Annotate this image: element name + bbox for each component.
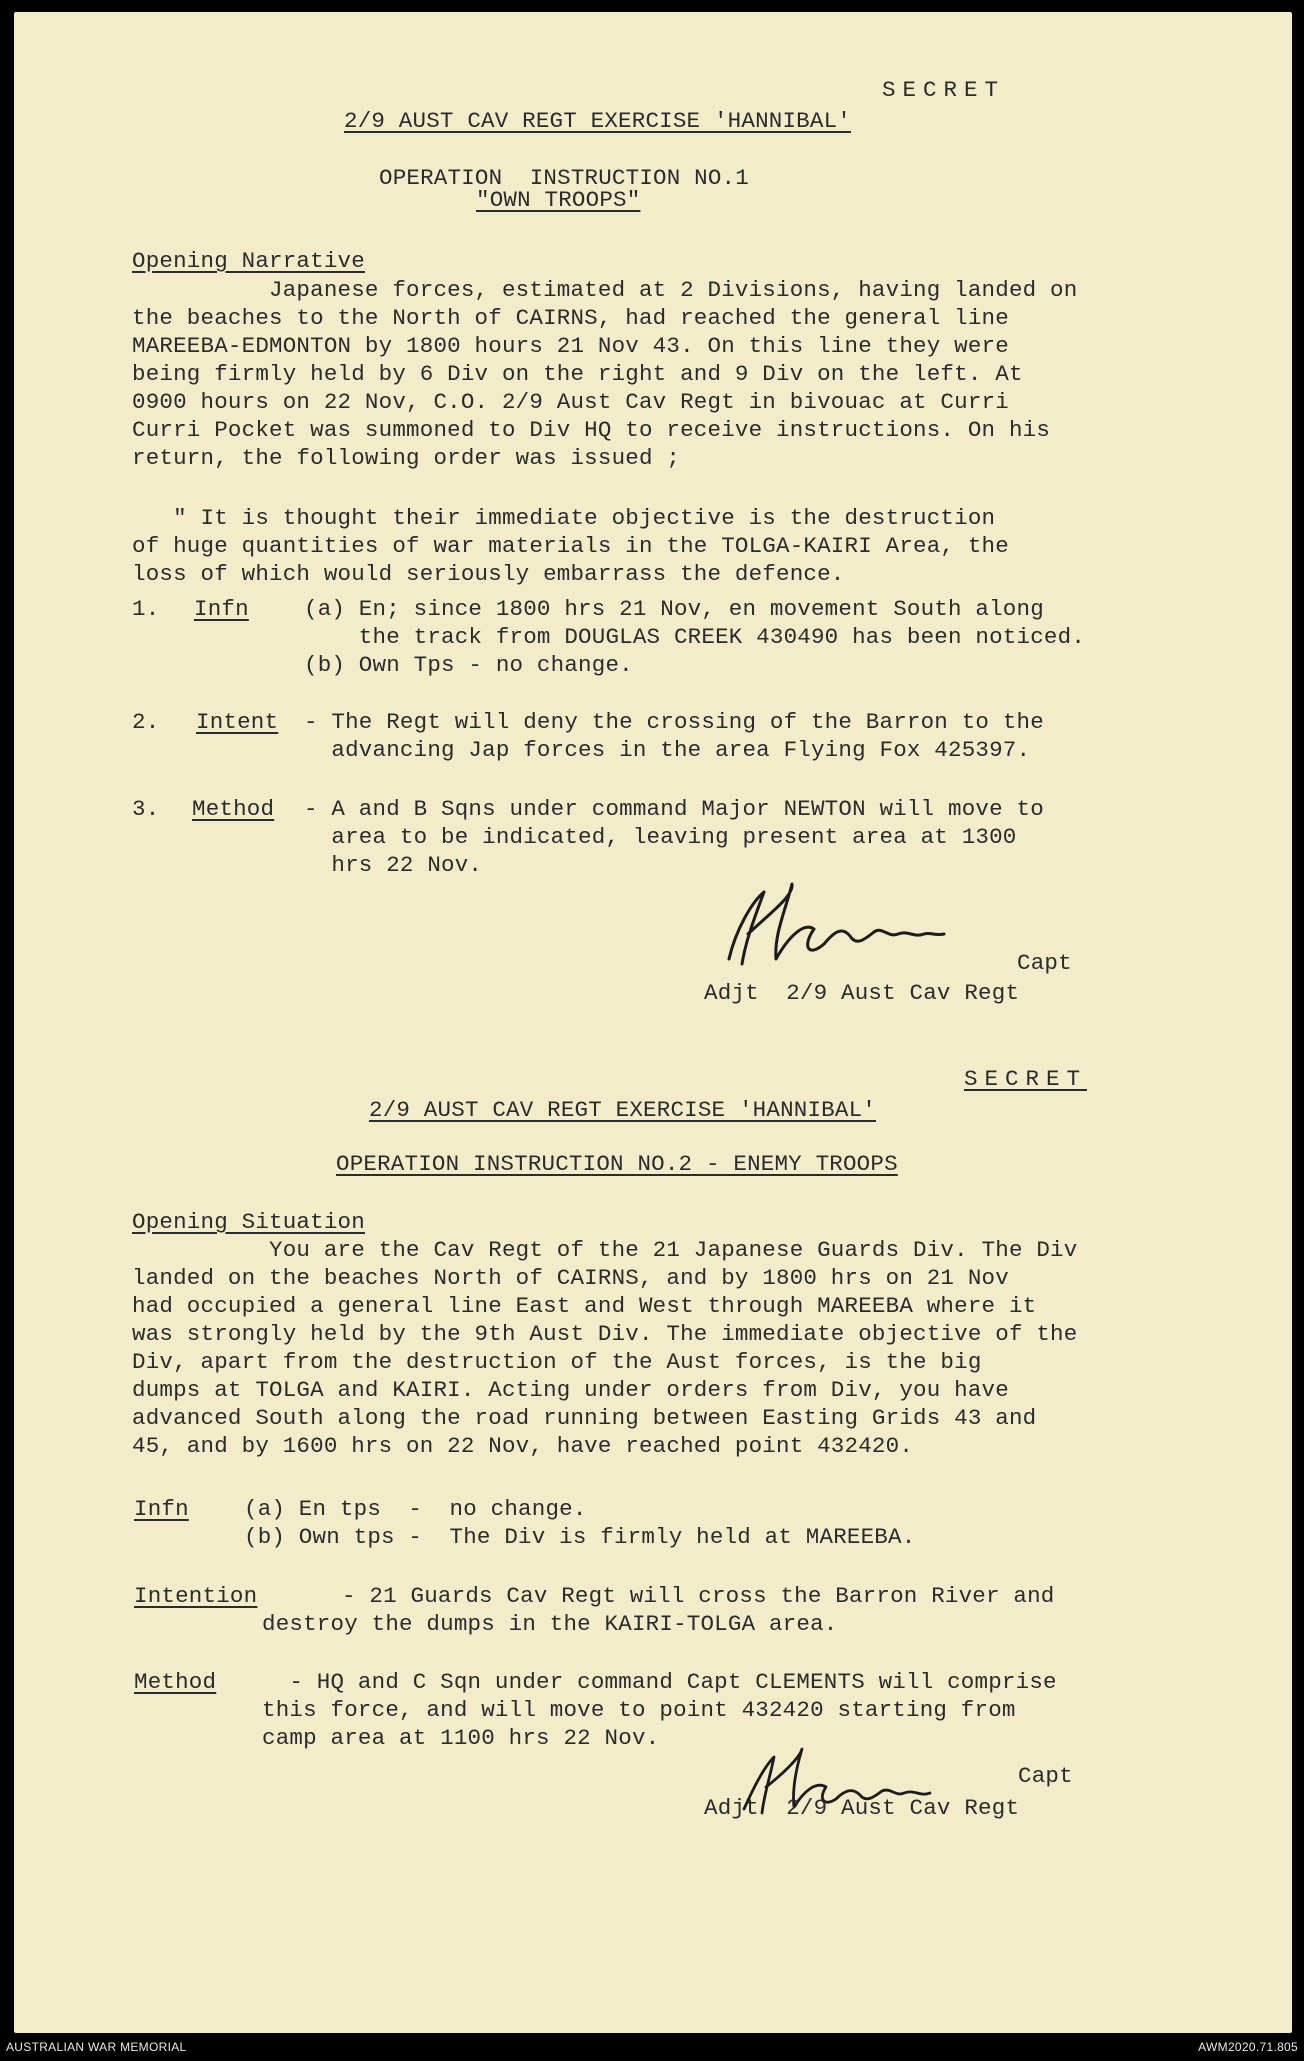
method-label: Method [134, 1669, 217, 1695]
item-line: the track from DOUGLAS CREEK 430490 has been noticed. [304, 624, 1086, 650]
narrative-line: 0900 hours on 22 Nov, C.O. 2/9 Aust Cav Regt in bivouac at Curri [132, 389, 1009, 415]
situation-heading: Opening Situation [132, 1209, 365, 1235]
situation-paragraph [132, 1236, 1077, 1460]
classification-secret-2: SECRET [964, 1066, 1088, 1092]
narrative-paragraph [132, 276, 1077, 472]
situation-line: dumps at TOLGA and KAIRI. Acting under orders from Div, you have [132, 1377, 1009, 1403]
intention-line: destroy the dumps in the KAIRI-TOLGA area. [262, 1611, 838, 1637]
item-number-3: 3. [132, 796, 160, 822]
item-number-2: 2. [132, 709, 160, 735]
item-body-infn [304, 595, 1085, 679]
infn-line: (a) En tps - no change. [244, 1496, 587, 1522]
method-line: - HQ and C Sqn under command Capt CLEMENTS will comprise [262, 1669, 1057, 1695]
item-line: hrs 22 Nov. [304, 852, 483, 878]
item-body-method [304, 795, 1044, 879]
document-page [14, 12, 1292, 2033]
situation-line: Div, apart from the destruction of the Aust forces, is the big [132, 1349, 982, 1375]
situation-line: was strongly held by the 9th Aust Div. The immediate objective of the [132, 1321, 1078, 1347]
narrative-line: Curri Pocket was summoned to Div HQ to receive instructions. On his [132, 417, 1051, 443]
narrative-line: being firmly held by 6 Div on the right and 9 Div on the left. At [132, 361, 1023, 387]
narrative-line: MAREEBA-EDMONTON by 1800 hours 21 Nov 43. On this line they were [132, 333, 1009, 359]
situation-line: had occupied a general line East and West through MAREEBA where it [132, 1293, 1037, 1319]
instruction-title-2: OPERATION INSTRUCTION NO.2 - ENEMY TROOPS [336, 1151, 898, 1177]
signer-rank-2: Capt [1018, 1763, 1073, 1789]
classification-secret-1: SECRET [882, 77, 1006, 103]
item-label-method: Method [192, 796, 275, 822]
item-line: advancing Jap forces in the area Flying Fox 425397. [304, 737, 1031, 763]
situation-line: 45, and by 1600 hrs on 22 Nov, have reached point 432420. [132, 1433, 914, 1459]
handwritten-signature-1 [674, 874, 1034, 984]
footer-accession-number: AWM2020.71.805 [1198, 2040, 1298, 2054]
narrative-heading: Opening Narrative [132, 248, 365, 274]
signer-rank-1: Capt [1017, 950, 1072, 976]
intention-label: Intention [134, 1583, 258, 1609]
item-line: area to be indicated, leaving present area at 1300 [304, 824, 1017, 850]
order-line: loss of which would seriously embarrass the defence. [132, 561, 845, 587]
intention-line: - 21 Guards Cav Regt will cross the Barron River and [342, 1583, 1055, 1609]
footer-archive-name: AUSTRALIAN WAR MEMORIAL [6, 2040, 187, 2054]
exercise-title-2: 2/9 AUST CAV REGT EXERCISE 'HANNIBAL' [369, 1097, 876, 1123]
narrative-line: the beaches to the North of CAIRNS, had reached the general line [132, 305, 1009, 331]
item-body-intent [304, 708, 1044, 764]
narrative-line: return, the following order was issued ; [132, 445, 681, 471]
signature-block-2: Adjt 2/9 Aust Cav Regt [704, 1795, 1020, 1821]
infn-line: (b) Own tps - The Div is firmly held at MAREEBA. [244, 1524, 916, 1550]
exercise-title-1: 2/9 AUST CAV REGT EXERCISE 'HANNIBAL' [344, 108, 851, 134]
intention-body [342, 1582, 1055, 1610]
item-label-intent: Intent [196, 709, 279, 735]
situation-line: landed on the beaches North of CAIRNS, and by 1800 hrs on 21 Nov [132, 1265, 1009, 1291]
signature-block-1: Adjt 2/9 Aust Cav Regt [704, 980, 1020, 1006]
instruction-title-1: OPERATION INSTRUCTION NO.1 [379, 165, 749, 191]
order-line: " It is thought their immediate objective is the destruction [132, 505, 996, 531]
infn-body [244, 1495, 915, 1551]
situation-line: advanced South along the road running between Easting Grids 43 and [132, 1405, 1037, 1431]
item-line: - The Regt will deny the crossing of the Barron to the [304, 709, 1044, 735]
infn-label: Infn [134, 1496, 189, 1522]
method-line: camp area at 1100 hrs 22 Nov. [262, 1725, 660, 1751]
item-line: - A and B Sqns under command Major NEWTON will move to [304, 796, 1044, 822]
narrative-line: Japanese forces, estimated at 2 Divisions, having landed on [132, 277, 1078, 303]
order-paragraph [132, 504, 1009, 588]
method-line: this force, and will move to point 432420 starting from [262, 1697, 1016, 1723]
order-line: of huge quantities of war materials in the TOLGA-KAIRI Area, the [132, 533, 1009, 559]
situation-line: You are the Cav Regt of the 21 Japanese Guards Div. The Div [132, 1237, 1078, 1263]
item-line: (a) En; since 1800 hrs 21 Nov, en movement South along [304, 596, 1044, 622]
item-label-infn: Infn [194, 596, 249, 622]
item-number-1: 1. [132, 596, 160, 622]
item-line: (b) Own Tps - no change. [304, 652, 633, 678]
instruction-subtitle-1: "OWN TROOPS" [476, 187, 641, 213]
